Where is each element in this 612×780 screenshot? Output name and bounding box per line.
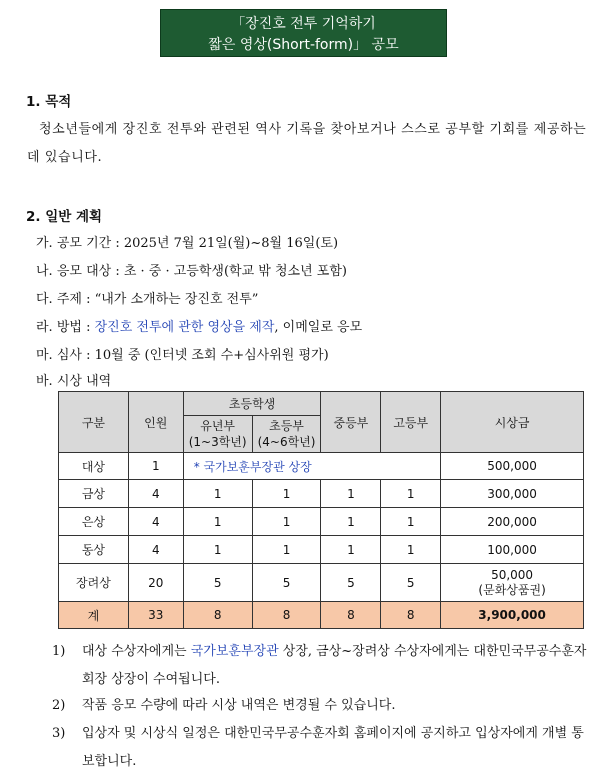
row-upper: 8 [252,602,321,629]
row-label: 장려상 [59,564,129,602]
table-row [59,536,584,564]
table-row [59,480,584,508]
award-table [58,391,584,629]
row-lower: 5 [183,564,252,602]
row-upper: 5 [252,564,321,602]
header-prize: 시상금 [441,392,584,453]
row-lower: 8 [183,602,252,629]
note-number: 1) [52,644,66,659]
row-label: 동상 [59,536,129,564]
row-label: 대상 [59,453,129,480]
plan-item-period: 가. 공모 기간 : 2025년 7월 21일(월)~8월 16일(토) [36,236,339,251]
row-label: 계 [59,602,129,629]
grand-note: * 국가보훈부장관 상장 [183,453,440,480]
row-lower: 1 [183,536,252,564]
document-title [160,9,447,57]
row-lower: 1 [183,508,252,536]
plan-item-target: 나. 응모 대상 : 초 · 중 · 고등학생(학교 밖 청소년 포함) [36,264,347,279]
row-middle: 1 [321,536,381,564]
note-text-after: 상장, 금상~장려상 수상자에게는 대한민국무공수훈자회장 상장이 수여됩니다. [82,644,587,687]
row-label: 은상 [59,508,129,536]
method-prefix: 라. 방법 : [36,320,95,335]
header-lower-grade: 유년부 (1~3학년) [183,416,252,453]
row-middle: 8 [321,602,381,629]
note-3 [52,720,592,776]
section-1-body: 청소년들에게 장진호 전투와 관련된 역사 기록을 찾아보거나 스스로 공부할 기회를 제공하는데 있습니다. [27,122,587,165]
row-count: 4 [128,480,183,508]
row-middle: 1 [321,480,381,508]
row-lower: 1 [183,480,252,508]
row-count: 4 [128,536,183,564]
row-high: 1 [381,508,441,536]
section-2-heading: 2. 일반 계획 [26,209,103,225]
row-middle: 1 [321,508,381,536]
note-1 [52,638,592,694]
row-upper: 1 [252,508,321,536]
plan-item-review: 마. 심사 : 10월 중 (인터넷 조회 수+심사위원 평가) [36,348,329,363]
note-text-before: 대상 수상자에게는 [82,644,191,659]
table-row-grand [59,453,584,480]
header-upper-grade: 초등부 (4~6학년) [252,416,321,453]
row-middle: 5 [321,564,381,602]
title-line-2: 짧은 영상(Short-form)」 공모 [208,37,399,53]
prize-type: (문화상품권) [478,582,546,597]
prize-amount: 50,000 [491,567,534,582]
note-2 [52,692,592,720]
row-label: 금상 [59,480,129,508]
row-high: 1 [381,480,441,508]
table-row-total [59,602,584,629]
note-text [82,638,592,694]
header-count: 인원 [128,392,183,453]
plan-item-method [36,316,362,335]
note-highlight: 국가보훈부장관 [190,644,279,659]
row-prize: 300,000 [441,480,584,508]
table-row [59,508,584,536]
row-count: 4 [128,508,183,536]
method-highlight: 장진호 전투에 관한 영상을 제작 [94,320,275,335]
header-high: 고등부 [381,392,441,453]
row-count: 1 [128,453,183,480]
row-high: 8 [381,602,441,629]
method-suffix: , 이메일로 응모 [274,320,363,335]
row-high: 1 [381,536,441,564]
table-row-encourage [59,564,584,602]
header-middle: 중등부 [321,392,381,453]
row-upper: 1 [252,536,321,564]
title-line-1: 「장진호 전투 기억하기 [231,16,376,32]
row-count: 33 [128,602,183,629]
header-elementary: 초등학생 [183,392,321,416]
row-count: 20 [128,564,183,602]
note-number: 2) [52,698,66,713]
plan-item-theme: 다. 주제 : “내가 소개하는 장진호 전투” [36,292,259,307]
row-prize [441,564,584,602]
note-text: 입상자 및 시상식 일정은 대한민국무공수훈자회 홈페이지에 공지하고 입상자에게 개별 통보합니다. [82,726,584,769]
note-text: 작품 응모 수량에 따라 시상 내역은 변경될 수 있습니다. [82,698,396,713]
plan-item-awards: 바. 시상 내역 [36,374,112,389]
row-prize: 500,000 [441,453,584,480]
section-1-heading: 1. 목적 [26,94,72,110]
row-prize: 100,000 [441,536,584,564]
row-prize: 3,900,000 [441,602,584,629]
row-prize: 200,000 [441,508,584,536]
note-number: 3) [52,726,66,741]
row-high: 5 [381,564,441,602]
header-category: 구분 [59,392,129,453]
row-upper: 1 [252,480,321,508]
